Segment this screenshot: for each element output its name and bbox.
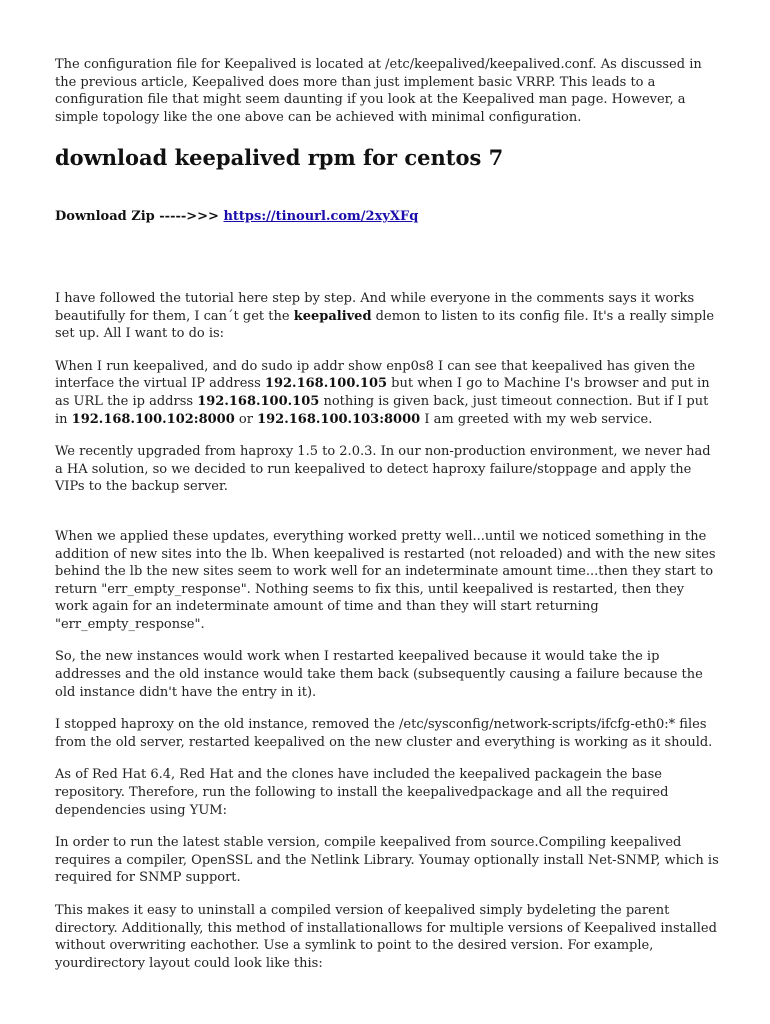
keepalived-term: keepalived xyxy=(293,308,372,324)
download-link[interactable]: https://tinourl.com/2xyXFq xyxy=(223,209,419,225)
paragraph-upgrade: We recently upgraded from haproxy 1.5 to 2.0.3. In our non-production environment, we never had a HA solution, so we decided to run keepalived to detect haproxy failure/stoppage and apply the VIPs to the backup server. xyxy=(55,444,711,495)
paragraph-setup: I have followed the tutorial here step by step. And while everyone in the comments says it works beautifully for them, I can´t get the keepalived demon to listen to its config file. It's a really simple set up. All I want to do is: xyxy=(55,290,715,342)
paragraph-updates: When we applied these updates, everything worked pretty well...until we noticed something in the addition of new sites into the lb. When keepalived is restarted (not reloaded) and with the new sites behind the lb the new sites seem to work well for an indeterminate amount time...then they start to return "err_empty_response". Nothing seems to fix this, until keepalived is restarted, then they work again for an indeterminate amount of time and than they will start returning "err_empty_response". xyxy=(55,528,716,632)
download-label: Download Zip ----->>> xyxy=(55,209,224,225)
paragraph-compile: In order to run the latest stable version, compile keepalived from source.Compiling keepalived requires a compiler, OpenSSL and the Netlink Library. Youmay optionally install Net-SNMP, which is required for SNMP support. xyxy=(55,835,719,886)
ip-address: 192.168.100.103:8000 xyxy=(257,411,421,427)
download-line xyxy=(55,208,720,226)
page-title: download keepalived rpm for centos 7 xyxy=(55,145,504,171)
intro-paragraph: The configuration file for Keepalived is located at /etc/keepalived/keepalived.conf. As discussed in the previous article, Keepalived does more than just implement basic VRRP. This leads to a configuration file that might seem daunting if you look at the Keepalived man page. However, a simple topology like the one above can be achieved with minimal configuration. xyxy=(55,57,702,125)
paragraph-virtual-ip: When I run keepalived, and do sudo ip addr show enp0s8 I can see that keepalived has given the interface the virtual IP address 192.168.100.105 but when I go to Machine I's browser and put in as URL the ip addrss 192.168.100.105 nothing is given back, just timeout connection. But if I put in 192.168.100.102:8000 or 192.168.100.103:8000 I am greeted with my web service. xyxy=(55,358,710,427)
ip-address: 192.168.100.105 xyxy=(264,376,388,392)
paragraph-uninstall: This makes it easy to uninstall a compiled version of keepalived simply bydeleting the parent directory. Additionally, this method of installationallows for multiple versions of Keepalived installed without overwriting eachother. Use a symlink to point to the desired version. For example, yourdirectory layout could look like this: xyxy=(55,903,717,971)
paragraph-red-hat: As of Red Hat 6.4, Red Hat and the clones have included the keepalived packagein the base repository. Therefore, run the following to install the keepalivedpackage and all the required dependencies using YUM: xyxy=(55,767,669,818)
article xyxy=(55,56,720,972)
paragraph-instances: So, the new instances would work when I restarted keepalived because it would take the ip addresses and the old instance would take them back (subsequently causing a failure because the old instance didn't have the entry in it). xyxy=(55,649,703,700)
ip-address: 192.168.100.105 xyxy=(197,393,320,409)
ip-address: 192.168.100.102:8000 xyxy=(71,411,235,427)
paragraph-stopped-haproxy: I stopped haproxy on the old instance, removed the /etc/sysconfig/network-scripts/ifcfg-eth0:* files from the old server, restarted keepalived on the new cluster and everything is working as it should. xyxy=(55,717,713,750)
